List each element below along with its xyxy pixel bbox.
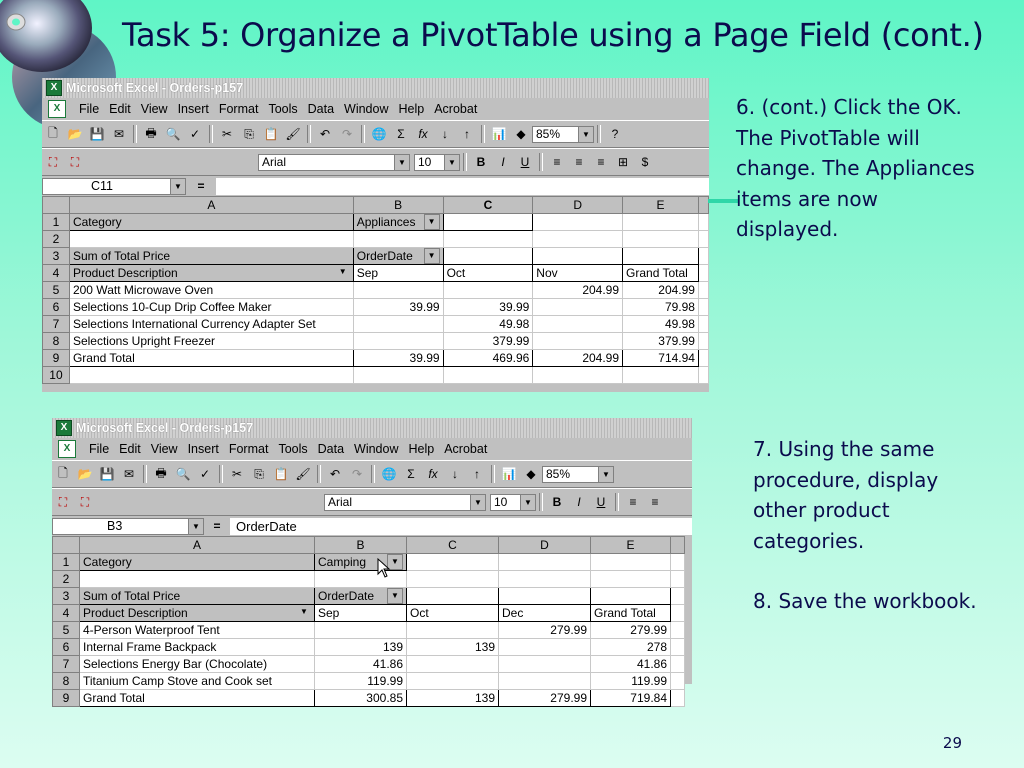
cell[interactable] bbox=[623, 367, 699, 384]
bold-icon[interactable]: B bbox=[552, 495, 562, 509]
align-center-icon[interactable]: ≡ bbox=[651, 495, 659, 509]
font-name-select[interactable] bbox=[258, 154, 410, 171]
table-row bbox=[53, 622, 685, 639]
menu-tools[interactable]: Tools bbox=[278, 442, 308, 456]
name-box[interactable] bbox=[42, 178, 186, 195]
chevron-down-icon[interactable]: ▼ bbox=[444, 155, 459, 170]
cell[interactable]: Selections 10-Cup Drip Coffee Maker bbox=[69, 299, 353, 316]
cell[interactable]: Dec bbox=[499, 605, 591, 622]
table-row bbox=[43, 299, 709, 316]
cell[interactable]: Sep bbox=[353, 265, 443, 282]
column-header-a[interactable]: A bbox=[69, 197, 353, 214]
spelling-icon[interactable]: ✓ bbox=[199, 467, 211, 481]
currency-icon[interactable]: $ bbox=[641, 155, 649, 169]
cell[interactable]: 204.99 bbox=[533, 282, 623, 299]
menu-acrobat[interactable]: Acrobat bbox=[434, 102, 478, 116]
cell[interactable] bbox=[591, 554, 671, 571]
cell[interactable]: 279.99 bbox=[499, 622, 591, 639]
table-row bbox=[43, 367, 709, 384]
copy-icon[interactable]: ⎘ bbox=[254, 466, 264, 481]
pdf-icon[interactable]: ⛶ bbox=[58, 494, 68, 509]
row-header[interactable]: 3 bbox=[53, 588, 80, 605]
new-icon[interactable]: 🗋 bbox=[58, 465, 68, 480]
cell[interactable] bbox=[443, 367, 533, 384]
function-icon[interactable]: fx bbox=[428, 467, 438, 481]
redo-icon[interactable]: ↷ bbox=[351, 467, 363, 481]
cell[interactable] bbox=[499, 554, 591, 571]
cell[interactable] bbox=[443, 248, 533, 265]
cell[interactable]: 300.85 bbox=[315, 690, 407, 707]
cell[interactable]: 39.99 bbox=[443, 299, 533, 316]
formatting-toolbar bbox=[52, 488, 692, 516]
font-name-select[interactable] bbox=[324, 494, 486, 511]
function-icon[interactable]: fx bbox=[418, 127, 428, 141]
align-left-icon[interactable]: ≡ bbox=[629, 495, 637, 509]
chevron-down-icon[interactable]: ▼ bbox=[300, 607, 308, 616]
chevron-down-icon[interactable]: ▼ bbox=[598, 467, 613, 482]
cell[interactable] bbox=[315, 571, 407, 588]
window-title: Microsoft Excel - Orders-p157 bbox=[76, 421, 254, 435]
merge-center-icon[interactable]: ⊞ bbox=[617, 155, 629, 169]
table-row bbox=[43, 350, 709, 367]
row-header[interactable]: 8 bbox=[53, 673, 80, 690]
cell[interactable]: Selections Energy Bar (Chocolate) bbox=[80, 656, 315, 673]
excel-app-icon: X bbox=[46, 80, 62, 96]
mouse-pointer-icon bbox=[377, 558, 391, 578]
formula-input[interactable]: OrderDate bbox=[230, 518, 692, 535]
cell[interactable] bbox=[353, 333, 443, 350]
cell[interactable]: 119.99 bbox=[315, 673, 407, 690]
font-size-value: 10 bbox=[418, 155, 432, 169]
cell[interactable]: 39.99 bbox=[353, 299, 443, 316]
cell[interactable]: Grand Total bbox=[69, 350, 353, 367]
cell[interactable] bbox=[407, 571, 499, 588]
pdf-email-icon[interactable]: ⛶ bbox=[80, 494, 90, 509]
cell[interactable]: Sep bbox=[315, 605, 407, 622]
cell[interactable] bbox=[533, 299, 623, 316]
paste-icon[interactable]: 📋 bbox=[263, 127, 279, 141]
email-icon[interactable]: ✉ bbox=[113, 127, 125, 141]
chevron-down-icon[interactable]: ▼ bbox=[394, 155, 409, 170]
formula-bar bbox=[42, 176, 709, 196]
menu-edit[interactable]: Edit bbox=[119, 442, 141, 456]
save-icon[interactable]: 💾 bbox=[99, 467, 115, 481]
table-row bbox=[43, 282, 709, 299]
column-header-c[interactable]: C bbox=[443, 197, 533, 214]
column-header-a[interactable]: A bbox=[80, 537, 315, 554]
column-field-dropdown[interactable]: OrderDate ▼ bbox=[315, 588, 407, 605]
paste-icon[interactable]: 📋 bbox=[273, 467, 289, 481]
align-right-icon[interactable]: ≡ bbox=[597, 155, 605, 169]
cell[interactable]: 204.99 bbox=[623, 282, 699, 299]
cell[interactable]: 41.86 bbox=[591, 656, 671, 673]
table-row bbox=[53, 690, 685, 707]
row-header[interactable]: 2 bbox=[53, 571, 80, 588]
row-header[interactable]: 5 bbox=[43, 282, 70, 299]
instruction-note-2 bbox=[753, 434, 993, 617]
zoom-value: 85% bbox=[546, 467, 571, 481]
row-field-dropdown[interactable]: Product Description ▼ bbox=[69, 265, 353, 282]
step-6-text: 6. (cont.) Click the OK. The PivotTable will change. The Appliances items are now displayed. bbox=[736, 95, 975, 241]
chevron-down-icon[interactable]: ▼ bbox=[387, 588, 403, 604]
row-header[interactable]: 4 bbox=[43, 265, 70, 282]
menu-data[interactable]: Data bbox=[307, 102, 335, 116]
sort-descending-icon[interactable]: ↑ bbox=[464, 127, 470, 141]
column-header-d[interactable]: D bbox=[499, 537, 591, 554]
worksheet-grid-2 bbox=[52, 536, 685, 707]
cell[interactable] bbox=[533, 316, 623, 333]
print-icon[interactable]: 🖶 bbox=[155, 465, 167, 480]
column-header-e[interactable]: E bbox=[623, 197, 699, 214]
cell[interactable]: 4-Person Waterproof Tent bbox=[80, 622, 315, 639]
bold-icon[interactable]: B bbox=[476, 155, 486, 169]
font-size-select[interactable] bbox=[490, 494, 536, 511]
hyperlink-icon[interactable]: 🌐 bbox=[371, 127, 387, 141]
cell[interactable]: Category bbox=[69, 214, 353, 231]
callout-connector bbox=[708, 199, 738, 203]
zoom-value: 85% bbox=[536, 127, 561, 141]
column-field-dropdown[interactable]: OrderDate ▼ bbox=[353, 248, 443, 265]
cell[interactable]: 139 bbox=[315, 639, 407, 656]
zoom-select[interactable] bbox=[532, 126, 594, 143]
page-field-dropdown[interactable]: Appliances ▼ bbox=[353, 214, 443, 231]
help-icon[interactable]: ? bbox=[611, 127, 619, 141]
row-header[interactable]: 9 bbox=[43, 350, 70, 367]
row-header[interactable]: 10 bbox=[43, 367, 70, 384]
excel-app-icon: X bbox=[56, 420, 72, 436]
cell[interactable]: 714.94 bbox=[623, 350, 699, 367]
cell[interactable]: 469.96 bbox=[443, 350, 533, 367]
cell[interactable]: 200 Watt Microwave Oven bbox=[69, 282, 353, 299]
print-preview-icon[interactable]: 🔍 bbox=[175, 467, 191, 481]
chevron-down-icon[interactable]: ▼ bbox=[338, 267, 347, 276]
cell[interactable]: 279.99 bbox=[591, 622, 671, 639]
email-icon[interactable]: ✉ bbox=[123, 467, 135, 481]
print-preview-icon[interactable]: 🔍 bbox=[165, 127, 181, 141]
row-header[interactable]: 1 bbox=[53, 554, 80, 571]
align-left-icon[interactable]: ≡ bbox=[553, 155, 561, 169]
menu-help[interactable]: Help bbox=[398, 102, 425, 116]
menu-format[interactable]: Format bbox=[228, 442, 269, 456]
cell[interactable] bbox=[353, 231, 443, 248]
font-name-value: Arial bbox=[262, 155, 287, 169]
table-row bbox=[43, 231, 709, 248]
cell[interactable] bbox=[533, 231, 623, 248]
hyperlink-icon[interactable]: 🌐 bbox=[381, 467, 397, 481]
cell[interactable] bbox=[623, 248, 699, 265]
table-row bbox=[53, 656, 685, 673]
drawing-icon[interactable]: ◆ bbox=[516, 127, 526, 141]
font-name-value: Arial bbox=[328, 495, 353, 509]
table-row bbox=[43, 248, 709, 265]
table-row bbox=[43, 316, 709, 333]
cell[interactable]: 39.99 bbox=[353, 350, 443, 367]
pdf-icon[interactable]: ⛶ bbox=[48, 154, 58, 169]
cell[interactable]: 379.99 bbox=[623, 333, 699, 350]
row-header[interactable]: 8 bbox=[43, 333, 70, 350]
chevron-down-icon[interactable]: ▼ bbox=[424, 248, 440, 264]
cut-icon[interactable]: ✂ bbox=[221, 127, 233, 141]
cell[interactable]: 49.98 bbox=[623, 316, 699, 333]
cell[interactable]: Oct bbox=[443, 265, 533, 282]
cell[interactable]: Sum of Total Price bbox=[69, 248, 353, 265]
cell[interactable] bbox=[407, 554, 499, 571]
cell[interactable]: 79.98 bbox=[623, 299, 699, 316]
align-center-icon[interactable]: ≡ bbox=[575, 155, 583, 169]
open-icon[interactable]: 📂 bbox=[67, 127, 83, 141]
cell[interactable]: 41.86 bbox=[315, 656, 407, 673]
table-row bbox=[43, 265, 709, 282]
cell[interactable]: Nov bbox=[533, 265, 623, 282]
cell[interactable] bbox=[315, 622, 407, 639]
chevron-down-icon[interactable]: ▼ bbox=[387, 554, 403, 570]
cell[interactable] bbox=[80, 571, 315, 588]
standard-toolbar bbox=[42, 120, 709, 148]
corner-cell[interactable] bbox=[53, 537, 80, 554]
cell[interactable]: Oct bbox=[407, 605, 499, 622]
pdf-email-icon[interactable]: ⛶ bbox=[70, 154, 80, 169]
menu-view[interactable]: View bbox=[150, 442, 178, 456]
cell[interactable] bbox=[407, 588, 499, 605]
underline-icon[interactable]: U bbox=[596, 495, 606, 509]
cell[interactable]: 139 bbox=[407, 690, 499, 707]
cell[interactable]: 278 bbox=[591, 639, 671, 656]
menu-tools[interactable]: Tools bbox=[268, 102, 298, 116]
chevron-down-icon[interactable]: ▼ bbox=[578, 127, 593, 142]
column-header-b[interactable]: B bbox=[315, 537, 407, 554]
cell[interactable] bbox=[443, 214, 533, 231]
row-header[interactable]: 2 bbox=[43, 231, 70, 248]
workbook-icon[interactable]: X bbox=[48, 100, 66, 118]
cell[interactable]: Selections International Currency Adapter Set bbox=[69, 316, 353, 333]
menu-format[interactable]: Format bbox=[218, 102, 259, 116]
autosum-icon[interactable]: Σ bbox=[397, 127, 405, 141]
table-row bbox=[43, 214, 709, 231]
print-icon[interactable]: 🖶 bbox=[145, 125, 157, 140]
zoom-select[interactable] bbox=[542, 466, 614, 483]
cell[interactable]: 279.99 bbox=[499, 690, 591, 707]
column-header-d[interactable]: D bbox=[533, 197, 623, 214]
cell[interactable] bbox=[407, 673, 499, 690]
row-header[interactable]: 6 bbox=[43, 299, 70, 316]
table-row bbox=[53, 673, 685, 690]
chevron-down-icon[interactable]: ▼ bbox=[520, 495, 535, 510]
column-header-b[interactable]: B bbox=[353, 197, 443, 214]
row-header[interactable]: 9 bbox=[53, 690, 80, 707]
menu-help[interactable]: Help bbox=[408, 442, 435, 456]
formula-bar bbox=[52, 516, 692, 536]
step-7-text: 7. Using the same procedure, display other product categories. bbox=[753, 437, 939, 553]
title-bar bbox=[52, 418, 692, 438]
save-icon[interactable]: 💾 bbox=[89, 127, 105, 141]
row-header[interactable]: 7 bbox=[43, 316, 70, 333]
chevron-down-icon[interactable]: ▼ bbox=[170, 179, 185, 194]
row-header[interactable]: 1 bbox=[43, 214, 70, 231]
cell[interactable]: 49.98 bbox=[443, 316, 533, 333]
italic-icon[interactable]: I bbox=[501, 155, 505, 169]
spelling-icon[interactable]: ✓ bbox=[189, 127, 201, 141]
cell[interactable] bbox=[353, 282, 443, 299]
cell[interactable] bbox=[499, 673, 591, 690]
row-header[interactable]: 7 bbox=[53, 656, 80, 673]
title-bar bbox=[42, 78, 709, 98]
cell[interactable] bbox=[499, 588, 591, 605]
undo-icon[interactable]: ↶ bbox=[319, 127, 331, 141]
worksheet-grid-1 bbox=[42, 196, 709, 384]
sort-ascending-icon[interactable]: ↓ bbox=[452, 467, 458, 481]
format-painter-icon[interactable]: 🖌 bbox=[295, 467, 311, 481]
row-header[interactable]: 5 bbox=[53, 622, 80, 639]
menu-bar bbox=[52, 438, 692, 460]
autosum-icon[interactable]: Σ bbox=[407, 467, 415, 481]
window-title: Microsoft Excel - Orders-p157 bbox=[66, 81, 244, 95]
corner-cell[interactable] bbox=[43, 197, 70, 214]
cell[interactable] bbox=[499, 656, 591, 673]
slide-number: 29 bbox=[942, 734, 962, 752]
cell[interactable] bbox=[591, 588, 671, 605]
cell[interactable]: Grand Total bbox=[623, 265, 699, 282]
chevron-down-icon[interactable]: ▼ bbox=[188, 519, 203, 534]
chart-wizard-icon[interactable]: 📊 bbox=[491, 127, 507, 141]
menu-file[interactable]: File bbox=[79, 102, 100, 116]
table-row bbox=[53, 554, 685, 571]
table-row bbox=[53, 639, 685, 656]
menu-acrobat[interactable]: Acrobat bbox=[444, 442, 488, 456]
chart-wizard-icon[interactable]: 📊 bbox=[501, 467, 517, 481]
menu-edit[interactable]: Edit bbox=[109, 102, 131, 116]
instruction-note-1 bbox=[736, 92, 986, 245]
chevron-down-icon[interactable]: ▼ bbox=[470, 495, 485, 510]
cell[interactable]: Grand Total bbox=[591, 605, 671, 622]
format-painter-icon[interactable]: 🖌 bbox=[285, 127, 301, 141]
page-field-dropdown[interactable]: Camping ▼ bbox=[315, 554, 407, 571]
cell[interactable] bbox=[499, 639, 591, 656]
formatting-toolbar bbox=[42, 148, 709, 176]
cell[interactable]: 204.99 bbox=[533, 350, 623, 367]
cell[interactable] bbox=[407, 622, 499, 639]
column-header-c[interactable]: C bbox=[407, 537, 499, 554]
equals-sign: = bbox=[213, 519, 221, 533]
cell[interactable]: 119.99 bbox=[591, 673, 671, 690]
drawing-icon[interactable]: ◆ bbox=[526, 467, 536, 481]
font-size-select[interactable] bbox=[414, 154, 460, 171]
standard-toolbar bbox=[52, 460, 692, 488]
cell[interactable]: Sum of Total Price bbox=[80, 588, 315, 605]
cell[interactable]: 379.99 bbox=[443, 333, 533, 350]
name-box-value: C11 bbox=[91, 179, 114, 193]
menu-data[interactable]: Data bbox=[317, 442, 345, 456]
cell[interactable] bbox=[623, 214, 699, 231]
cell[interactable] bbox=[443, 282, 533, 299]
formula-input[interactable] bbox=[216, 178, 709, 195]
cell[interactable] bbox=[443, 231, 533, 248]
row-header[interactable]: 6 bbox=[53, 639, 80, 656]
sort-ascending-icon[interactable]: ↓ bbox=[442, 127, 448, 141]
chevron-down-icon[interactable]: ▼ bbox=[424, 214, 440, 230]
cell[interactable] bbox=[407, 656, 499, 673]
cell[interactable]: Selections Upright Freezer bbox=[69, 333, 353, 350]
cell[interactable] bbox=[533, 214, 623, 231]
excel-window-2 bbox=[52, 418, 692, 705]
workbook-icon[interactable]: X bbox=[58, 440, 76, 458]
column-header-e[interactable]: E bbox=[591, 537, 671, 554]
cell[interactable] bbox=[353, 367, 443, 384]
slide-title: Task 5: Organize a PivotTable using a Page Field (cont.) bbox=[122, 16, 984, 54]
menu-bar bbox=[42, 98, 709, 120]
cell[interactable] bbox=[69, 231, 353, 248]
menu-window[interactable]: Window bbox=[344, 102, 389, 116]
table-row bbox=[53, 571, 685, 588]
cell[interactable] bbox=[353, 316, 443, 333]
cell[interactable] bbox=[623, 231, 699, 248]
menu-window[interactable]: Window bbox=[354, 442, 399, 456]
menu-insert[interactable]: Insert bbox=[187, 442, 219, 456]
undo-icon[interactable]: ↶ bbox=[329, 467, 341, 481]
cell[interactable] bbox=[533, 333, 623, 350]
cell[interactable] bbox=[591, 571, 671, 588]
cell[interactable] bbox=[499, 571, 591, 588]
cell[interactable]: Category bbox=[80, 554, 315, 571]
cell[interactable]: Internal Frame Backpack bbox=[80, 639, 315, 656]
open-icon[interactable]: 📂 bbox=[77, 467, 93, 481]
row-header[interactable]: 3 bbox=[43, 248, 70, 265]
table-row bbox=[53, 588, 685, 605]
table-row bbox=[53, 605, 685, 622]
name-box[interactable] bbox=[52, 518, 204, 535]
italic-icon[interactable]: I bbox=[577, 495, 581, 509]
table-row bbox=[43, 333, 709, 350]
menu-file[interactable]: File bbox=[89, 442, 110, 456]
menu-insert[interactable]: Insert bbox=[177, 102, 209, 116]
underline-icon[interactable]: U bbox=[520, 155, 530, 169]
equals-sign: = bbox=[197, 179, 205, 193]
copy-icon[interactable]: ⎘ bbox=[244, 126, 254, 141]
cell[interactable]: Grand Total bbox=[80, 690, 315, 707]
sort-descending-icon[interactable]: ↑ bbox=[474, 467, 480, 481]
cell[interactable]: 139 bbox=[407, 639, 499, 656]
cell[interactable] bbox=[533, 367, 623, 384]
cell[interactable]: 719.84 bbox=[591, 690, 671, 707]
menu-view[interactable]: View bbox=[140, 102, 168, 116]
cell[interactable] bbox=[533, 248, 623, 265]
cell[interactable] bbox=[69, 367, 353, 384]
redo-icon[interactable]: ↷ bbox=[341, 127, 353, 141]
row-header[interactable]: 4 bbox=[53, 605, 80, 622]
new-icon[interactable]: 🗋 bbox=[48, 125, 58, 140]
row-field-dropdown[interactable]: Product Description ▼ bbox=[80, 605, 315, 622]
name-box-value: B3 bbox=[107, 519, 123, 533]
step-8-text: 8. Save the workbook. bbox=[753, 589, 977, 613]
cell[interactable]: Titanium Camp Stove and Cook set bbox=[80, 673, 315, 690]
font-size-value: 10 bbox=[494, 495, 508, 509]
cut-icon[interactable]: ✂ bbox=[231, 467, 243, 481]
excel-window-1 bbox=[42, 78, 709, 392]
